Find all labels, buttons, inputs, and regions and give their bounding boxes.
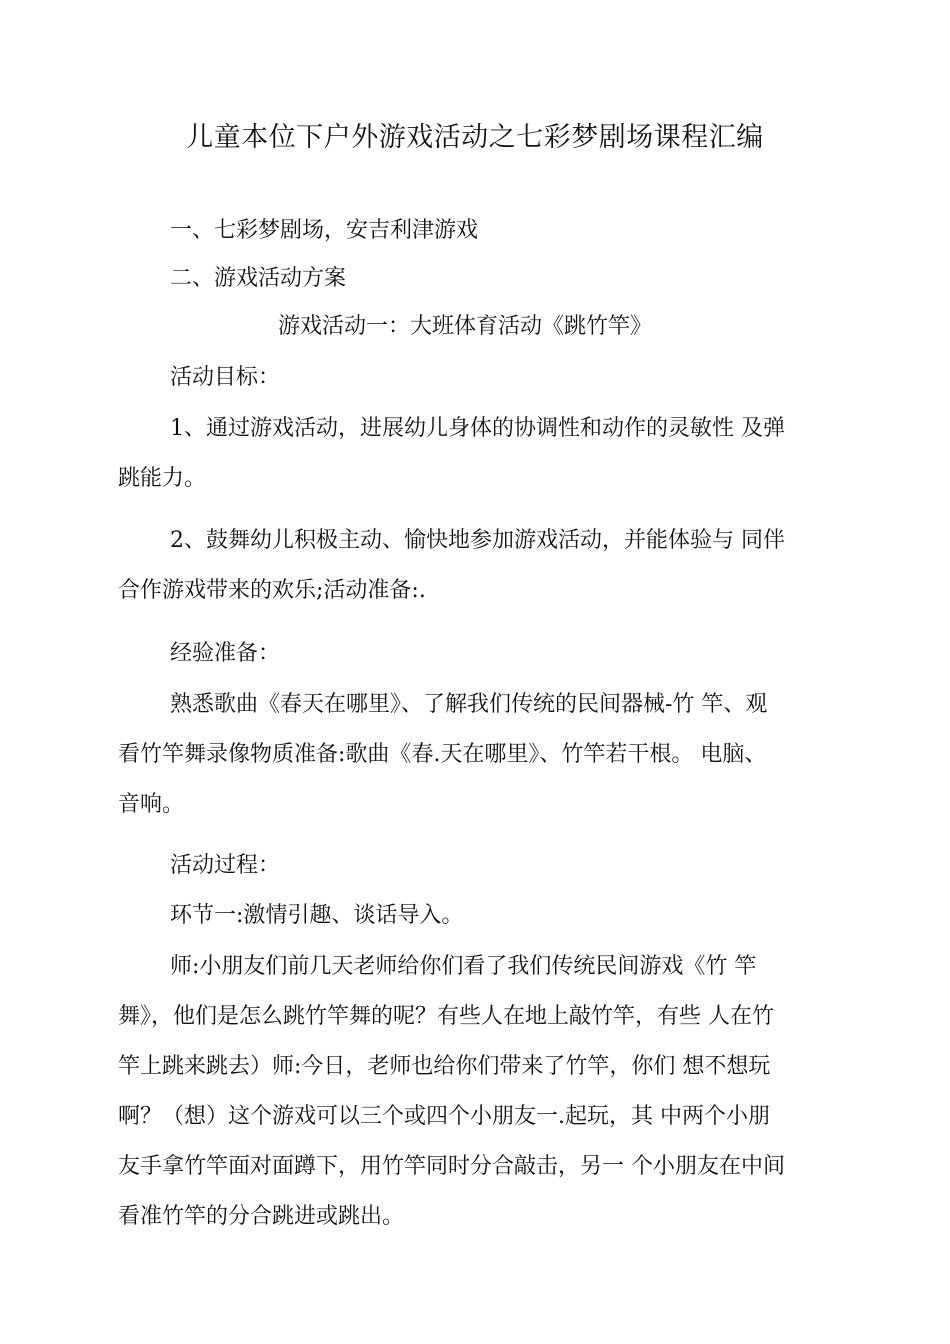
paragraph-line: 看竹竿舞录像物质准备:歌曲《春.天在哪里》、竹竿若干根。 电脑、 — [118, 742, 767, 767]
step-1: 环节一:激情引趣、谈话导入。 — [170, 903, 464, 928]
goal-1-paragraph — [118, 404, 838, 504]
experience-label: 经验准备： — [170, 641, 281, 666]
paragraph-line: 看准竹竿的分合跳进或跳出。 — [118, 1204, 405, 1229]
paragraph-line: 合作游戏带来的欢乐;活动准备:. — [118, 578, 426, 603]
section-heading-1: 一、七彩梦剧场，安吉利津游戏 — [170, 218, 479, 243]
document-title: 儿童本位下户外游戏活动之七彩梦剧场课程汇编 — [186, 122, 764, 153]
paragraph-line: 友手拿竹竿面对面蹲下，用竹竿同时分合敲击，另一 个小朋友在中间 — [118, 1154, 785, 1179]
paragraph-line: 舞》，他们是怎么跳竹竿舞的呢？有些人在地上敲竹竿，有些 人在竹 — [118, 1004, 774, 1029]
paragraph-line: 2、鼓舞幼儿积极主动、愉快地参加游戏活动，并能体验与 同伴 — [170, 528, 785, 553]
paragraph-line: 熟悉歌曲《春天在哪里》、了解我们传统的民间器械-竹 竿、观 — [170, 692, 768, 717]
paragraph-line: 跳能力。 — [118, 466, 207, 491]
paragraph-line: 1、通过游戏活动，进展幼儿身体的协调性和动作的灵敏性 及弹 — [170, 416, 785, 441]
paragraph-line: 音响。 — [118, 792, 185, 817]
teacher-paragraph — [118, 942, 838, 1242]
goals-label: 活动目标： — [170, 365, 281, 390]
paragraph-line: 啊？（想）这个游戏可以三个或四个小朋友一.起玩，其 中两个小朋 — [118, 1104, 770, 1129]
document-body — [118, 206, 838, 1254]
goal-2-paragraph — [118, 516, 838, 616]
paragraph-line: 师:小朋友们前几天老师给你们看了我们传统民间游戏《竹 竿 — [170, 954, 757, 979]
activity-title: 游戏活动一：大班体育活动《跳竹竿》 — [278, 314, 653, 339]
process-label: 活动过程： — [170, 853, 281, 878]
experience-paragraph — [118, 680, 838, 830]
paragraph-line: 竿上跳来跳去）师:今日，老师也给你们带来了竹竿，你们 想不想玩 — [118, 1054, 771, 1079]
section-heading-2: 二、游戏活动方案 — [170, 266, 347, 291]
